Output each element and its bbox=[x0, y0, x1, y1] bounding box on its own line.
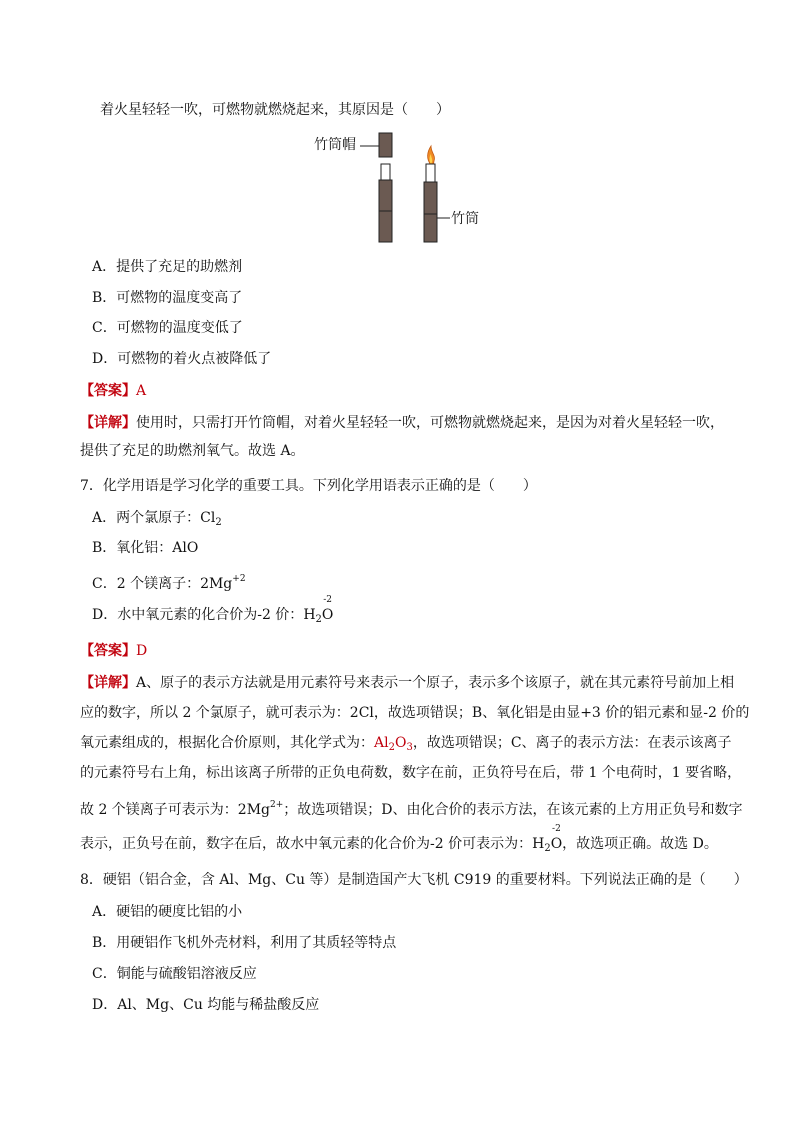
formula-h: H bbox=[532, 836, 545, 852]
q7-option-a bbox=[92, 508, 222, 533]
subscript: 2 bbox=[215, 517, 222, 528]
subscript: 2 bbox=[544, 843, 551, 854]
superscript: 2+ bbox=[270, 800, 284, 810]
detail-text: ，故选项错误；C、离子的表示方法：在表示该离子 bbox=[412, 735, 732, 751]
q8-stem: 8．硬铝（铝合金，含 Al、Mg、Cu 等）是制造国产大飞机 C919 的重要材料。下列说法正确的是（ ） bbox=[80, 872, 748, 888]
detail-text: 使用时，只需打开竹筒帽，对着火星轻轻一吹，可燃物就燃烧起来，是因为对着火星轻轻一吹， bbox=[136, 415, 724, 431]
q8-option-c: C．铜能与硫酸铝溶液反应 bbox=[92, 966, 257, 982]
q6-answer bbox=[80, 381, 146, 401]
q7-detail-line-3 bbox=[80, 733, 732, 758]
q8-option-b: B．用硬铝作飞机外壳材料，利用了其质轻等特点 bbox=[92, 935, 397, 951]
q7-detail-line-1 bbox=[80, 673, 734, 693]
bamboo-tube-figure bbox=[360, 128, 540, 248]
q6-stem-tail: 着火星轻轻一吹，可燃物就燃烧起来，其原因是（ ） bbox=[100, 102, 450, 118]
detail-label: 【详解】 bbox=[80, 415, 136, 431]
formula-o: O bbox=[321, 607, 334, 623]
detail-text: 表示，正负号在前，数字在后，故水中氧元素的化合价为-2 价可表示为： bbox=[80, 836, 533, 852]
q7-option-b: B．氧化铝：AlO bbox=[92, 540, 199, 556]
superscript: +2 bbox=[232, 574, 246, 584]
oxygen-with-valence bbox=[321, 595, 334, 625]
option-text: C．2 个镁离子：2Mg bbox=[92, 576, 233, 592]
q6-option-a: A．提供了充足的助燃剂 bbox=[92, 259, 243, 275]
detail-text: ，故选项正确。故选 D。 bbox=[562, 836, 718, 852]
q7-detail-line-2: 应的数字，所以 2 个氯原子，就可表示为：2Cl，故选项错误；B、氧化铝是由显+3 价的铝元素和显-2 价的 bbox=[80, 705, 750, 721]
oxygen-with-valence bbox=[550, 824, 563, 854]
formula-h: H bbox=[303, 607, 316, 623]
detail-text: ；故选项错误；D、由化合价的表示方法，在该元素的上方用正负号和数字 bbox=[283, 802, 743, 818]
detail-text: 氧元素组成的，根据化合价原则，其化学式为： bbox=[80, 735, 374, 751]
q8-option-a: A．硬铝的硬度比铝的小 bbox=[92, 904, 243, 920]
detail-label: 【详解】 bbox=[80, 675, 136, 691]
q7-detail-line-6 bbox=[80, 824, 718, 859]
option-text: A．两个氯原子：Cl bbox=[92, 510, 216, 526]
answer-value: A bbox=[136, 383, 147, 399]
q8-option-d: D．Al、Mg、Cu 均能与稀盐酸反应 bbox=[92, 997, 320, 1013]
answer-value: D bbox=[136, 643, 148, 659]
q7-answer bbox=[80, 641, 147, 661]
q6-detail-line-2: 提供了充足的助燃剂氧气。故选 A。 bbox=[80, 443, 305, 459]
formula-al2o3: $Al_2O_3$ bbox=[374, 735, 413, 753]
q7-detail-line-4: 的元素符号右上角，标出该离子所带的正负电荷数，数字在前，正负符号在后，带 1 个电荷时，1 要省略， bbox=[80, 765, 742, 781]
subscript: 2 bbox=[315, 614, 322, 625]
q6-option-b: B．可燃物的温度变高了 bbox=[92, 290, 243, 306]
formula-o: O bbox=[550, 836, 563, 852]
q6-detail-line-1 bbox=[80, 413, 724, 433]
detail-text: A、原子的表示方法就是用元素符号来表示一个原子，表示多个该原子，就在其元素符号前加上相 bbox=[136, 675, 735, 691]
q6-option-c: C．可燃物的温度变低了 bbox=[92, 320, 243, 336]
q7-option-c bbox=[92, 569, 246, 594]
valence: -2 bbox=[552, 824, 561, 834]
answer-label: 【答案】 bbox=[80, 383, 136, 399]
valence: -2 bbox=[323, 595, 333, 605]
answer-label: 【答案】 bbox=[80, 643, 136, 659]
option-text: D．水中氧元素的化合价为-2 价： bbox=[92, 607, 304, 623]
q6-option-d: D．可燃物的着火点被降低了 bbox=[92, 351, 272, 367]
cap-label: 竹筒帽 bbox=[314, 137, 356, 153]
tube-label: 竹筒 bbox=[451, 211, 479, 227]
q7-stem: 7．化学用语是学习化学的重要工具。下列化学用语表示正确的是（ ） bbox=[80, 478, 537, 494]
q7-option-d bbox=[92, 595, 334, 630]
detail-text: 故 2 个镁离子可表示为：2Mg bbox=[80, 802, 271, 818]
q7-detail-line-5 bbox=[80, 795, 743, 820]
